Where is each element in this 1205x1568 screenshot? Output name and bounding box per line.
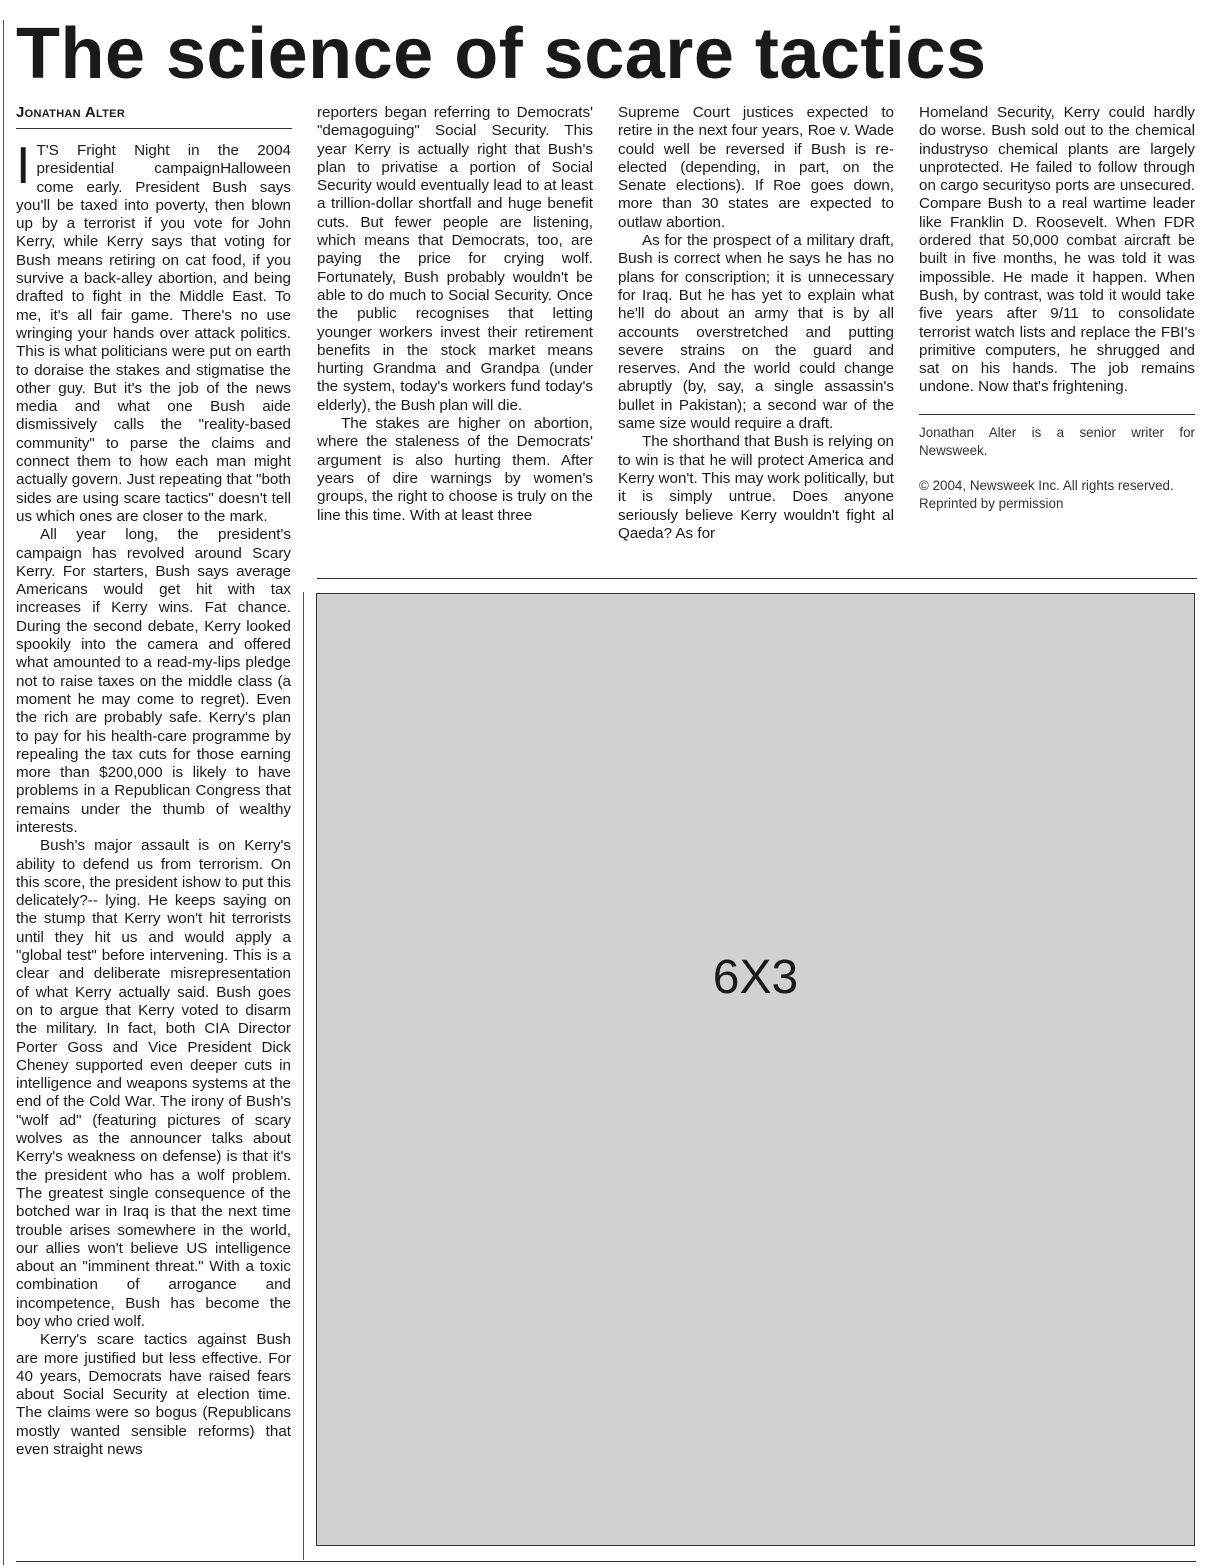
byline-rule [16, 128, 292, 129]
author-bio-rule [919, 414, 1195, 415]
ad-placeholder-box [316, 593, 1195, 1546]
article-paragraph: Kerry's scare tactics against Bush are more justified but less effective. For 40 years, Democrats have raised fears about Social Security at election time. The claims were so bogus (Republicans mostly wanted sensible reforms) that even straight news [16, 1331, 291, 1459]
author-bio: Jonathan Alter is a senior writer for Newsweek. [919, 425, 1195, 458]
article-column-1 [16, 142, 291, 1560]
article-paragraph: Bush's major assault is on Kerry's ability to defend us from terrorism. On this score, the president ishow to put this delicately?-- lying. He keeps saying on the stump that Kerry won't hit terrorists until they hit us and would apply a "global test" before intervening. This is a clear and deliberate misrepresentation of what Kerry actually said. Bush goes on to argue that Kerry voted to disarm the military. In fact, both CIA Director Porter Goss and Vice President Dick Cheney supported even deeper cuts in intelligence and weapons systems at the end of the Cold War. The irony of Bush's "wolf ad" (featuring pictures of scary wolves as the announcer talks about Kerry's weakness on defense) is that it's the president who has a wolf problem. The greatest single consequence of the botched war in Iraq is that the next time trouble arises somewhere in the world, our allies won't believe US intelligence about an "imminent threat." With a toxic combination of arrogance and incompetence, Bush has become the boy who cried wolf. [16, 837, 291, 1330]
paragraph-text: T'S Fright Night in the 2004 presidential campaignHalloween come early. President Bush says you'll be taxed into poverty, then blown up by a terrorist if you vote for John Kerry, while Kerry says that voting for Bush means retiring on cat food, if you survive a back-alley abortion, and being drafted to fight in the Middle East. To me, it's all fair game. There's no use wringing your hands over attack politics. This is what politicians were put on earth to doraise the stakes and stigmatise the other guy. But it's the job of the news media and what one Bush aide dismissively calls the "reality-based community" to parse the claims and connect them to how each man might actually govern. Just repeating that "both sides are using scare tactics" doesn't tell us which ones are closer to the mark. [16, 142, 291, 525]
headline: The science of scare tactics [16, 14, 987, 94]
drop-cap: I [16, 142, 31, 195]
ad-top-rule [317, 578, 1197, 579]
article-paragraph: All year long, the president's campaign has revolved around Scary Kerry. For starters, Bush says average Americans would get hit with tax increases if Kerry wins. Fat chance. During the second debate, Kerry looked spookily into the camera and offered what amounted to a read-my-lips pledge not to raise taxes on the middle class (a moment he may come to regret). Even the rich are probably safe. Kerry's plan to pay for his health-care programme by repealing the tax cuts for those earning more than $200,000 is likely to have problems in a Republican Congress that remains under the thumb of wealthy interests. [16, 526, 291, 836]
article-paragraph: The shorthand that Bush is relying on to win is that he will protect America and Kerry won't. This may work politically, but it is simply untrue. Does anyone seriously believe Kerry wouldn't fight al Qaeda? As for [618, 433, 894, 542]
article-paragraph: reporters began referring to Democrats' "demagoguing" Social Security. This year Kerry is actually right that Bush's plan to privatise a portion of Social Security would eventually lead to at least a trillion-dollar shortfall and huge benefit cuts. But fewer people are listening, which means that Democrats, too, are paying the price for crying wolf. Fortunately, Bush probably wouldn't be able to do much to Social Security. Once the public recognises that letting younger workers invest their retirement benefits in the stock market means hurting Grandma and Grandpa (under the system, today's workers fund today's elderly), the Bush plan will die. [317, 104, 593, 414]
article-paragraph [16, 142, 291, 526]
page-bottom-rule [16, 1561, 1196, 1562]
article-paragraph: Homeland Security, Kerry could hardly do worse. Bush sold out to the chemical industryso chemical plants are largely unprotected. He failed to follow through on cargo securityso ports are unsecured. Compare Bush to a real wartime leader like Franklin D. Roosevelt. When FDR ordered that 50,000 combat aircraft be built in five months, he was told it was impossible. He made it happen. When Bush, by contrast, was told it would take five years after 9/11 to consolidate terrorist watch lists and replace the FBI's primitive computers, he shrugged and sat on his hands. The job remains undone. Now that's frightening. [919, 104, 1195, 396]
article-column-2 [317, 104, 593, 562]
article-paragraph: Supreme Court justices expected to retire in the next four years, Roe v. Wade could well be reversed if Bush is re-elected (depending, in part, on the Senate elections). If Roe goes down, more than 30 states are expected to outlaw abortion. [618, 104, 894, 231]
left-margin-rule [3, 20, 4, 1565]
article-paragraph: As for the prospect of a military draft, Bush is correct when he says he has no plans for conscription; it is unnecessary for Iraq. But he has yet to explain what he'll do about an army that is by all accounts overstretched and putting severe strains on the guard and reserves. And the world could change abruptly (by, say, a single assassin's bullet in Pakistan); a second war of the same size would require a draft. [618, 232, 894, 433]
column-divider [303, 592, 304, 1560]
byline: Jonathan Alter [16, 104, 126, 121]
ad-size-label: 6X3 [712, 951, 799, 1004]
copyright-notice: © 2004, Newsweek Inc. All rights reserved. Reprinted by permission [919, 478, 1174, 511]
article-column-4 [919, 104, 1195, 410]
article-column-3 [618, 104, 894, 562]
article-paragraph: The stakes are higher on abortion, where the staleness of the Democrats' argument is also hurting them. After years of dire warnings by women's groups, the right to choose is truly on the line this time. With at least three [317, 415, 593, 524]
